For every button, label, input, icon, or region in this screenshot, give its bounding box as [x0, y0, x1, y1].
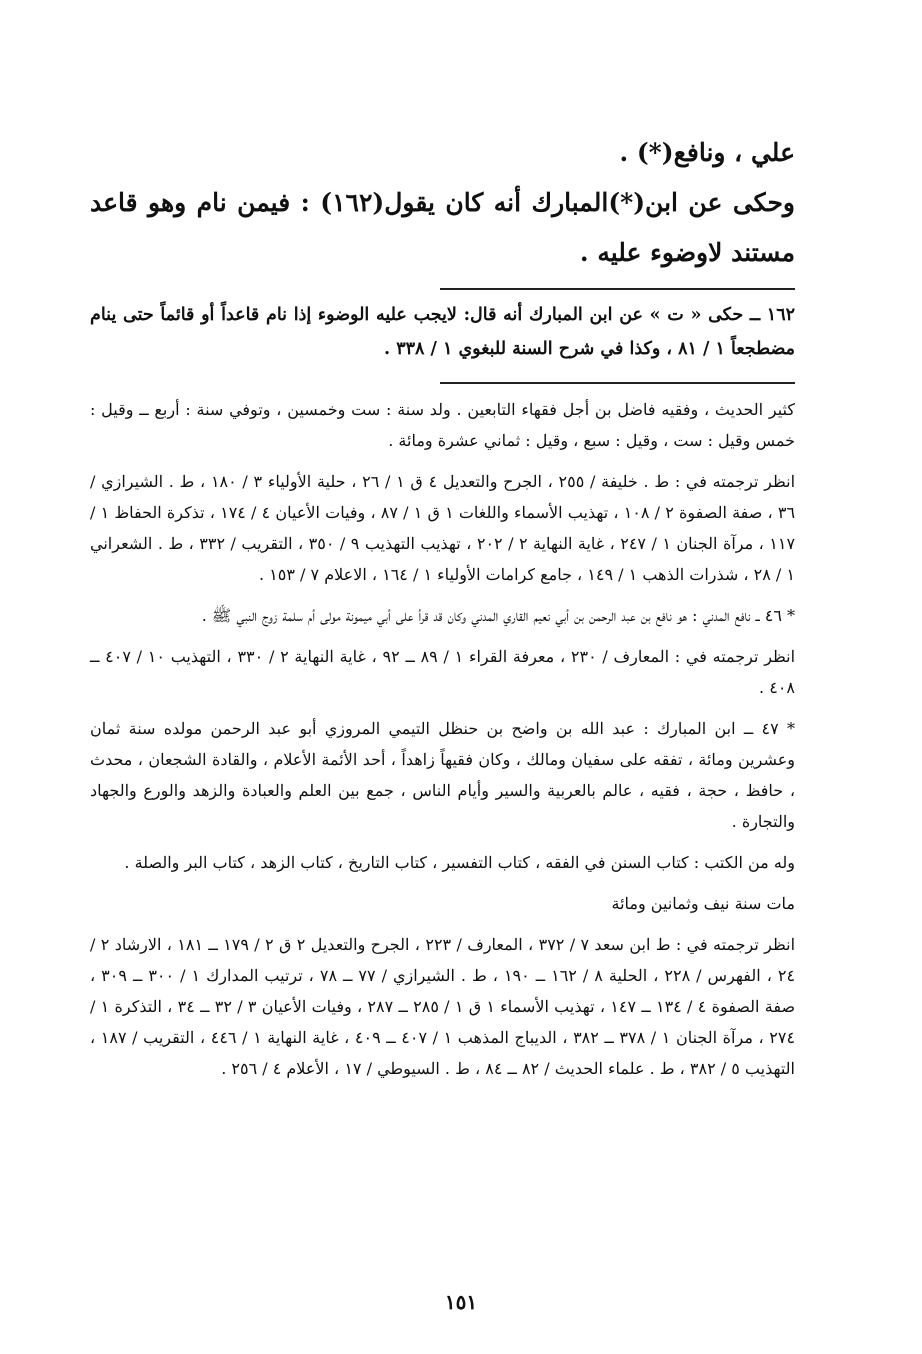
notes-separator: [440, 382, 795, 384]
main-text-line-2: وحكى عن ابن(*)المبارك أنه كان يقول(١٦٢) : فيمن نام وهو قاعد مستند لاوضوء عليه .: [90, 188, 796, 267]
footnote-separator: [440, 288, 795, 290]
note-paragraph: انظر ترجمته في : ط . خليفة / ٢٥٥ ، الجرح والتعديل ٤ ق ١ / ٢٦ ، حلية الأولياء ٣ / ١٨٠ ، ط . الشيرازي / ٣٦ ، صفة الصفوة ٢ / ١٠٨ ، تهذيب الأسماء واللغات ١ ق ١ / ٨٧ ، وفيات الأعيان ٤ / ١٧٤ ، تذكرة الحفاظ ١ / ١١٧ ، مرآة الجنان ١ / ٢٤٧ ، غاية النهاية ٢ / ٢٠٢ ، تهذيب التهذيب ٩ / ٣٥٠ ، التقريب / ٣٣٢ ، ط . الشعراني ١ / ٢٨ ، شذرات الذهب ١ / ١٤٩ ، جامع كرامات الأولياء ١ / ١٦٤ ، الاعلام ٧ / ١٥٣ .: [90, 472, 796, 584]
note-paragraph: * ٤٧ ــ ابن المبارك : عبد الله بن واضح بن حنظل التيمي المروزي أبو عبد الرحمن مولده سنة ثمان وعشرين ومائة ، تفقه على سفيان ومالك ، وكان فقيهاً زاهداً ، أحد الأئمة الأعلام ، والقادة الشجعان ، محدث ، حافظ ، حجة ، فقيه ، عالم بالعربية والسير وأيام الناس ، جمع بين العلم والعبادة والزهد والورع والجهاد والتجارة .: [90, 719, 795, 831]
note-paragraph: مات سنة نيف وثمانين ومائة: [611, 894, 795, 913]
note-paragraph: انظر ترجمته في : ط ابن سعد ٧ / ٣٧٢ ، المعارف / ٢٢٣ ، الجرح والتعديل ٢ ق ٢ / ١٧٩ ــ ١٨١ ، الارشاد ٢ / ٢٤ ، الفهرس / ٢٢٨ ، الحلية ٨ / ١٦٢ ــ ١٩٠ ، ط . الشيرازي / ٧٧ ــ ٧٨ ، ترتيب المدارك ١ / ٣٠٠ ــ ٣٠٩ ، صفة الصفوة ٤ / ١٣٤ ــ ١٤٧ ، تهذيب الأسماء ١ ق ١ / ٢٨٥ ــ ٢٨٧ ، وفيات الأعيان ٣ / ٣٢ ــ ٣٤ ، التذكرة ١ / ٢٧٤ ، مرآة الجنان ١ / ٣٧٨ ــ ٣٨٢ ، الديباج المذهب ١ / ٤٠٧ ــ ٤٠٩ ، غاية النهاية ١ / ٤٤٦ ، التقريب / ١٨٧ ، التهذيب ٥ / ٣٨٢ ، ط . علماء الحديث / ٨٢ ــ ٨٤ ، ط . السيوطي / ١٧ ، الأعلام ٤ / ٢٥٦ .: [90, 935, 796, 1078]
footnote-162: ١٦٢ ــ حكى « ت » عن ابن المبارك أنه قال: لايجب عليه الوضوء إذا نام قاعداً أو قائماً حتى ينام مضطجعاً ١ / ٨١ ، وكذا في شرح السنة للبغوي ١ / ٣٣٨ .: [90, 305, 795, 359]
note-paragraph: كثير الحديث ، وفقيه فاضل بن أجل فقهاء التابعين . ولد سنة : ست وخمسين ، وتوفي سنة : أربع ــ وقيل : خمس وقيل : ست ، وقيل : سبع ، وقيل : ثماني عشرة ومائة .: [90, 400, 795, 450]
main-text-line-1: علي ، ونافع(*) .: [619, 138, 795, 167]
note-paragraph: * ٤٦ ــ نافع المدني : هو نافع بن عبد الرحمن بن أبي نعيم القاري المدني وكان قد قرأ على أبي ميمونة مولى أم سلمة زوج النبي ﷺ .: [201, 606, 795, 625]
note-paragraph: انظر ترجمته في : المعارف / ٢٣٠ ، معرفة القراء ١ / ٨٩ ــ ٩٢ ، غاية النهاية ٢ / ٣٣٠ ، التهذيب ١٠ / ٤٠٧ ــ ٤٠٨ .: [90, 647, 796, 697]
page-number: ١٥١: [444, 1290, 478, 1314]
biography-notes: [90, 394, 795, 1084]
note-paragraph: وله من الكتب : كتاب السنن في الفقه ، كتاب التفسير ، كتاب التاريخ ، كتاب الزهد ، كتاب البر والصلة .: [124, 853, 795, 872]
page-body: [90, 110, 795, 1094]
